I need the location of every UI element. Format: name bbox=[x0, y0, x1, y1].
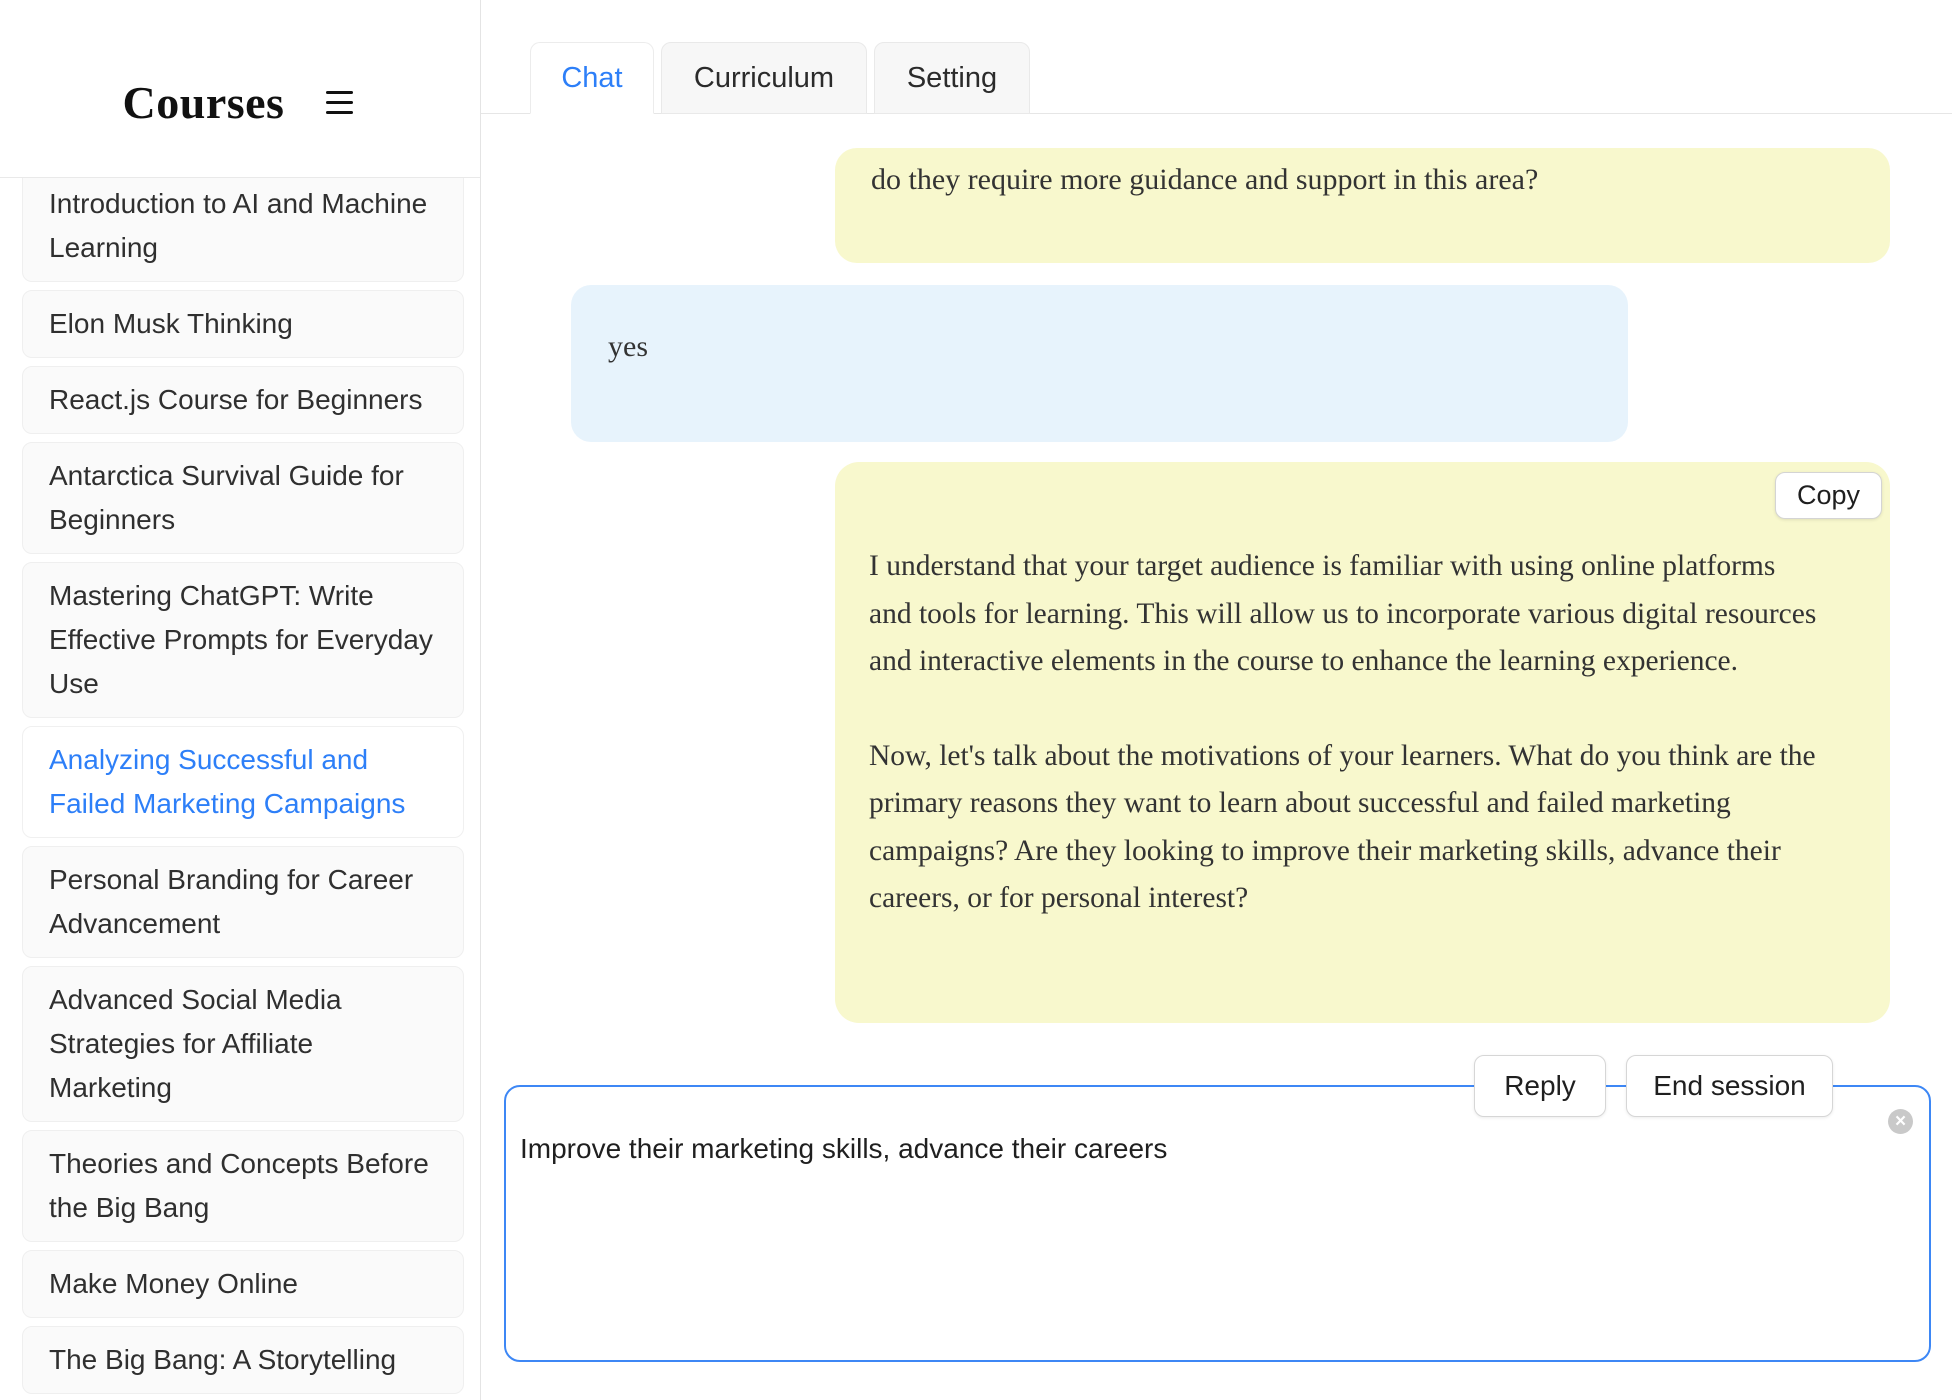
tab-curriculum[interactable]: Curriculum bbox=[661, 42, 867, 114]
course-label: Mastering ChatGPT: Write Effective Prompts for Everyday Use bbox=[49, 580, 433, 699]
copy-button[interactable]: Copy bbox=[1775, 472, 1882, 519]
reply-textarea[interactable] bbox=[506, 1087, 1929, 1360]
course-label: Make Money Online bbox=[49, 1268, 299, 1299]
assistant-message-paragraph: Now, let's talk about the motivations of your learners. What do you think are the primary reasons they want to learn about successful and failed marketing campaigns? Are they looking to improve their marketing skills, advance their careers, or for personal interest? bbox=[869, 739, 1816, 914]
sidebar-item-course[interactable] bbox=[22, 726, 464, 838]
course-label: Analyzing Successful and Failed Marketing Campaigns bbox=[49, 744, 406, 819]
clear-input-icon[interactable]: × bbox=[1888, 1109, 1913, 1134]
assistant-message-text: do they require more guidance and support in this area? bbox=[871, 163, 1539, 196]
course-label: The Big Bang: A Storytelling bbox=[49, 1344, 397, 1375]
assistant-message-bubble bbox=[835, 148, 1890, 263]
reply-button[interactable]: Reply bbox=[1474, 1055, 1606, 1117]
course-label: Advanced Social Media Strategies for Affiliate Marketing bbox=[49, 984, 342, 1103]
user-message-bubble bbox=[571, 285, 1628, 442]
sidebar-item-course[interactable] bbox=[22, 442, 464, 554]
course-label: Antarctica Survival Guide for Beginners bbox=[49, 460, 404, 535]
sidebar-header bbox=[0, 0, 480, 178]
sidebar-title: Courses bbox=[122, 77, 285, 128]
composer-actions bbox=[1474, 1055, 1833, 1117]
sidebar-item-course[interactable] bbox=[22, 1250, 464, 1318]
sidebar-item-course[interactable] bbox=[22, 562, 464, 718]
assistant-message-bubble bbox=[835, 462, 1890, 1023]
course-label: React.js Course for Beginners bbox=[49, 384, 423, 415]
chat-message-list bbox=[481, 114, 1952, 1023]
reply-composer bbox=[481, 1023, 1952, 1362]
sidebar-item-course[interactable] bbox=[22, 1326, 464, 1394]
user-message-text: yes bbox=[608, 330, 648, 363]
reply-input-container bbox=[504, 1085, 1931, 1362]
tab-chat[interactable]: Chat bbox=[530, 42, 654, 114]
sidebar-item-course[interactable] bbox=[22, 366, 464, 434]
sidebar-item-course[interactable] bbox=[22, 966, 464, 1122]
course-label: Personal Branding for Career Advancement bbox=[49, 864, 414, 939]
assistant-message-paragraph: I understand that your target audience is familiar with using online platforms and tools for learning. This will allow us to incorporate various digital resources and interactive elements in the course to enhance the learning experience. bbox=[869, 550, 1817, 677]
tab-bar bbox=[481, 0, 1952, 114]
hamburger-menu-icon[interactable] bbox=[322, 87, 357, 118]
course-label: Theories and Concepts Before the Big Bang bbox=[49, 1148, 429, 1223]
sidebar-item-course[interactable] bbox=[22, 846, 464, 958]
courses-sidebar bbox=[0, 0, 481, 1400]
main-panel bbox=[481, 0, 1952, 1400]
sidebar-item-course[interactable] bbox=[22, 290, 464, 358]
course-list bbox=[0, 178, 480, 1400]
course-label: Elon Musk Thinking bbox=[49, 308, 293, 339]
sidebar-item-course[interactable] bbox=[22, 178, 464, 282]
course-label: Introduction to AI and Machine Learning bbox=[49, 188, 428, 263]
tab-setting[interactable]: Setting bbox=[874, 42, 1030, 114]
end-session-button[interactable]: End session bbox=[1626, 1055, 1833, 1117]
sidebar-item-course[interactable] bbox=[22, 1130, 464, 1242]
